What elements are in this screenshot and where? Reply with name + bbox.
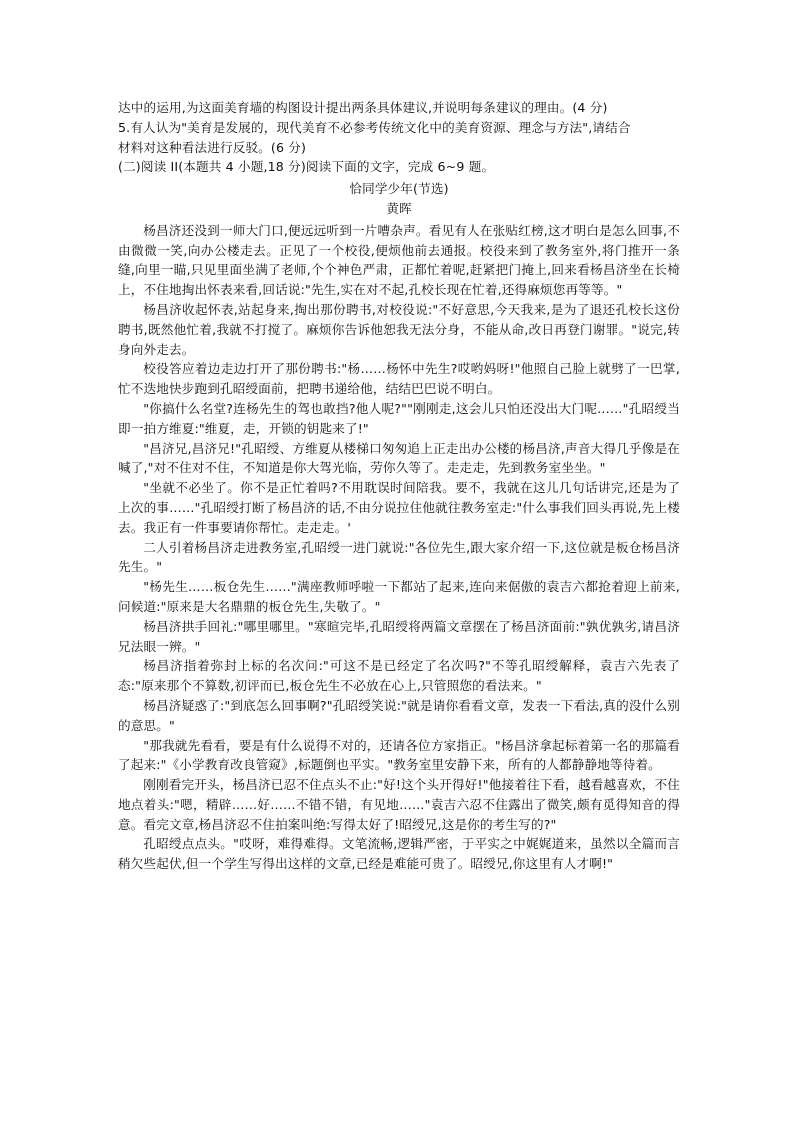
paragraph: 杨昌济还没到一师大门口,便远远听到一片嘈杂声。看见有人在张贴红榜,这才明白是怎么回事,不由微微一笑,向办公楼走去。正见了一个校役,便烦他前去通报。校役来到了教务室外,将门推开一条缝,向里一瞄,只见里面坐满了老师,个个神色严肃，正都忙着呢,赶紧把门掩上,回来看杨昌济坐在长椅上，不住地掏出怀表来看,回话说:"先生,实在对不起,孔校长现在忙着,还得麻烦您再等等。" xyxy=(118,222,680,298)
document-page xyxy=(118,98,680,874)
paragraph: "昌济兄,昌济兄!"孔昭绶、方维夏从楼梯口匆匆追上正走出办公楼的杨昌济,声音大得几乎像是在喊了,"对不住对不住，不知道是你大驾光临，劳你久等了。走走走，先到教务室坐坐。" xyxy=(118,440,680,476)
paragraph: 校役答应着边走边打开了那份聘书:"杨……杨怀中先生?哎哟妈呀!"他照自己脸上就劈了一巴掌,忙不迭地快步跑到孔昭绶面前，把聘书递给他，结结巴巴说不明白。 xyxy=(118,361,680,397)
paragraph: 孔昭绶点点头。"哎呀，难得难得。文笔流畅,逻辑严密，于平实之中娓娓道来，虽然以全篇而言稍欠些起伏,但一个学生写得出这样的文章,已经是难能可贵了。昭绶兄,你这里有人才啊!" xyxy=(118,836,680,872)
paragraph: 杨昌济收起怀表,站起身来,掏出那份聘书,对校役说:"不好意思,今天我来,是为了退还孔校长这份聘书,既然他忙着,我就不打搅了。麻烦你告诉他恕我无法分身，不能从命,改日再登门谢罪。"说完,转身向外走去。 xyxy=(118,301,680,357)
paragraph: 杨昌济指着弥封上标的名次问:"可这不是已经定了名次吗?"不等孔昭绶解释，袁吉六先表了态:"原来那个不算数,初评而已,板仓先生不必放在心上,只管照您的看法来。" xyxy=(118,658,680,694)
paragraph: 杨昌济拱手回礼:"哪里哪里。"寒暄完毕,孔昭绶将两篇文章摆在了杨昌济面前:"孰优孰劣,请昌济兄法眼一辨。" xyxy=(118,618,680,654)
article-title: 恰同学少年(节选) xyxy=(349,181,449,197)
question-5: 5.有人认为"美育是发展的，现代美育不必参考传统文化中的美育资源、理念与方法",请结合 xyxy=(118,119,631,135)
paragraph: 二人引着杨昌济走进教务室,孔昭绶一进门就说:"各位先生,跟大家介绍一下,这位就是板仓杨昌济先生。" xyxy=(118,539,680,575)
question-text-line: 达中的运用,为这面美育墙的构图设计提出两条具体建议,并说明每条建议的理由。(4 分) xyxy=(118,100,608,115)
paragraph: "你搞什么名堂?连杨先生的驾也敢挡?他人呢?""刚刚走,这会儿只怕还没出大门呢……"孔昭绶当即一拍方维夏:"维夏，走，开锁的钥匙来了!" xyxy=(118,400,680,436)
paragraph: "那我就先看看，要是有什么说得不对的，还请各位方家指正。"杨昌济拿起标着第一名的那篇看了起来:"《小学教育改良管窥》,标题倒也平实。"教务室里安静下来，所有的人都静静地等待着。 xyxy=(118,737,680,773)
paragraph: "杨先生……板仓先生……"满座教师呼啦一下都站了起来,连向来倨傲的袁吉六都抢着迎上前来,问候道:"原来是大名鼎鼎的板仓先生,失敬了。" xyxy=(118,579,680,614)
question-5-continued: 材料对这种看法进行反驳。(6 分) xyxy=(118,139,307,155)
paragraph: 杨昌济疑惑了:"到底怎么回事啊?"孔昭绶笑说:"就是请你看看文章，发表一下看法,真的没什么别的意思。" xyxy=(118,697,680,733)
article-author: 黄晖 xyxy=(386,200,412,216)
section-heading: (二)阅读 II(本题共 4 小题,18 分)阅读下面的文字，完成 6~9 题。 xyxy=(118,159,495,175)
paragraph: "坐就不必坐了。你不是正忙着吗?不用耽误时间陪我。要不，我就在这儿几句话讲完,还是为了上次的事……"孔昭绶打断了杨昌济的话,不由分说拉住他就往教务室走:"什么事我们回头再说,先上楼去。我正有一件事要请你帮忙。走走走。' xyxy=(118,480,680,535)
paragraph: 刚刚看完开头，杨昌济已忍不住点头不止:"好!这个头开得好!"他接着往下看，越看越喜欢，不住地点着头:"嗯，精辟……好……不错不错，有见地……"袁吉六忍不住露出了微笑,颇有觅得知音的得意。看完文章,杨昌济忍不住拍案叫绝:写得太好了!昭绶兄,这是你的考生写的?" xyxy=(118,777,680,832)
